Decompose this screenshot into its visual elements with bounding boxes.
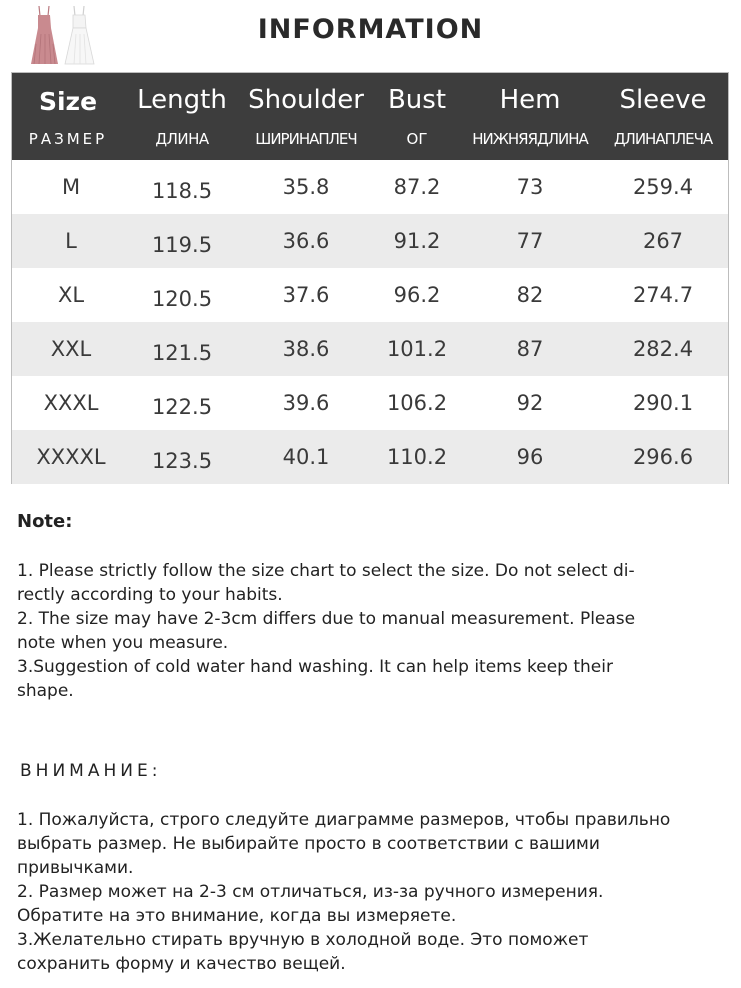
hem-cell: 73 bbox=[516, 175, 544, 199]
length-cell: 123.5 bbox=[151, 449, 213, 473]
attention-text bbox=[17, 808, 729, 976]
length-cell: 120.5 bbox=[151, 287, 213, 311]
attention-line: привычками. bbox=[17, 858, 134, 878]
shoulder-cell: 38.6 bbox=[282, 337, 330, 361]
column-header-hem bbox=[462, 73, 598, 160]
note-text bbox=[17, 559, 729, 703]
note-line: 1. Please strictly follow the size chart to select the size. Do not select di- bbox=[17, 561, 635, 581]
note-line: rectly according to your habits. bbox=[17, 585, 283, 605]
length-cell: 119.5 bbox=[151, 233, 213, 257]
table-row bbox=[12, 376, 728, 430]
column-header-sublabel: РАЗМЕР bbox=[28, 130, 108, 148]
length-cell: 121.5 bbox=[151, 341, 213, 365]
sleeve-cell: 259.4 bbox=[632, 175, 694, 199]
sleeve-cell: 290.1 bbox=[632, 391, 694, 415]
bust-cell: 87.2 bbox=[393, 175, 441, 199]
attention-line: Обратите на это внимание, когда вы измеряете. bbox=[17, 906, 457, 926]
bust-cell: 91.2 bbox=[393, 229, 441, 253]
attention-line: выбрать размер. Не выбирайте просто в соответствии с вашими bbox=[17, 834, 600, 854]
length-cell: 122.5 bbox=[151, 395, 213, 419]
column-header-label: Shoulder bbox=[248, 85, 364, 115]
note-heading: Note: bbox=[17, 511, 73, 532]
bust-cell: 96.2 bbox=[393, 283, 441, 307]
bust-cell: 101.2 bbox=[386, 337, 448, 361]
shoulder-cell: 39.6 bbox=[282, 391, 330, 415]
column-header-label: Sleeve bbox=[619, 85, 707, 115]
page-title: INFORMATION bbox=[257, 14, 484, 45]
size-chart-table bbox=[11, 72, 729, 484]
shoulder-cell: 40.1 bbox=[282, 445, 330, 469]
column-header-label: Length bbox=[137, 85, 227, 115]
hem-cell: 87 bbox=[516, 337, 544, 361]
size-cell: XXXXL bbox=[36, 445, 106, 469]
bust-cell: 110.2 bbox=[386, 445, 448, 469]
hem-cell: 96 bbox=[516, 445, 544, 469]
note-line: 2. The size may have 2-3cm differs due to manual measurement. Please bbox=[17, 609, 636, 629]
attention-line: 3.Желательно стирать вручную в холодной воде. Это поможет bbox=[17, 930, 589, 950]
shoulder-cell: 37.6 bbox=[282, 283, 330, 307]
attention-line: 1. Пожалуйста, строго следуйте диаграмме размеров, чтобы правильно bbox=[17, 810, 671, 830]
column-header-shoulder bbox=[240, 73, 372, 160]
column-header-length bbox=[124, 73, 240, 160]
column-header-label: Size bbox=[38, 87, 98, 116]
column-header-sublabel: ОГ bbox=[406, 130, 428, 148]
note-line: note when you measure. bbox=[17, 633, 229, 653]
hem-cell: 77 bbox=[516, 229, 544, 253]
size-cell: XXXL bbox=[43, 391, 99, 415]
table-row bbox=[12, 160, 728, 214]
table-row bbox=[12, 268, 728, 322]
shoulder-cell: 35.8 bbox=[282, 175, 330, 199]
note-line: shape. bbox=[17, 681, 74, 701]
attention-heading: ВНИМАНИЕ: bbox=[20, 761, 162, 781]
table-row bbox=[12, 322, 728, 376]
column-header-sublabel: ДЛИНА bbox=[155, 130, 209, 148]
column-header-bust bbox=[372, 73, 462, 160]
bust-cell: 106.2 bbox=[386, 391, 448, 415]
sleeve-cell: 267 bbox=[642, 229, 684, 253]
column-header-size bbox=[12, 73, 124, 160]
sleeve-cell: 274.7 bbox=[632, 283, 694, 307]
attention-line: 2. Размер может на 2-3 см отличаться, из-за ручного измерения. bbox=[17, 882, 604, 902]
note-line: 3.Suggestion of cold water hand washing. It can help items keep their bbox=[17, 657, 613, 677]
column-header-label: Hem bbox=[499, 85, 561, 115]
size-cell: L bbox=[65, 229, 77, 253]
length-cell: 118.5 bbox=[151, 179, 213, 203]
shoulder-cell: 36.6 bbox=[282, 229, 330, 253]
hem-cell: 82 bbox=[516, 283, 544, 307]
column-header-sublabel: ДЛИНАПЛЕЧА bbox=[613, 130, 713, 148]
table-row bbox=[12, 214, 728, 268]
table-header-row bbox=[12, 73, 728, 160]
column-header-label: Bust bbox=[387, 85, 447, 115]
column-header-sublabel: ШИРИНАПЛЕЧ bbox=[255, 130, 357, 148]
size-cell: M bbox=[61, 175, 81, 199]
column-header-sleeve bbox=[598, 73, 728, 160]
table-row bbox=[12, 430, 728, 484]
size-cell: XL bbox=[57, 283, 85, 307]
sleeve-cell: 296.6 bbox=[632, 445, 694, 469]
column-header-sublabel: НИЖНЯЯДЛИНА bbox=[472, 130, 588, 148]
sleeve-cell: 282.4 bbox=[632, 337, 694, 361]
page-header bbox=[0, 0, 741, 70]
size-cell: XXL bbox=[50, 337, 92, 361]
attention-line: сохранить форму и качество вещей. bbox=[17, 954, 346, 974]
hem-cell: 92 bbox=[516, 391, 544, 415]
